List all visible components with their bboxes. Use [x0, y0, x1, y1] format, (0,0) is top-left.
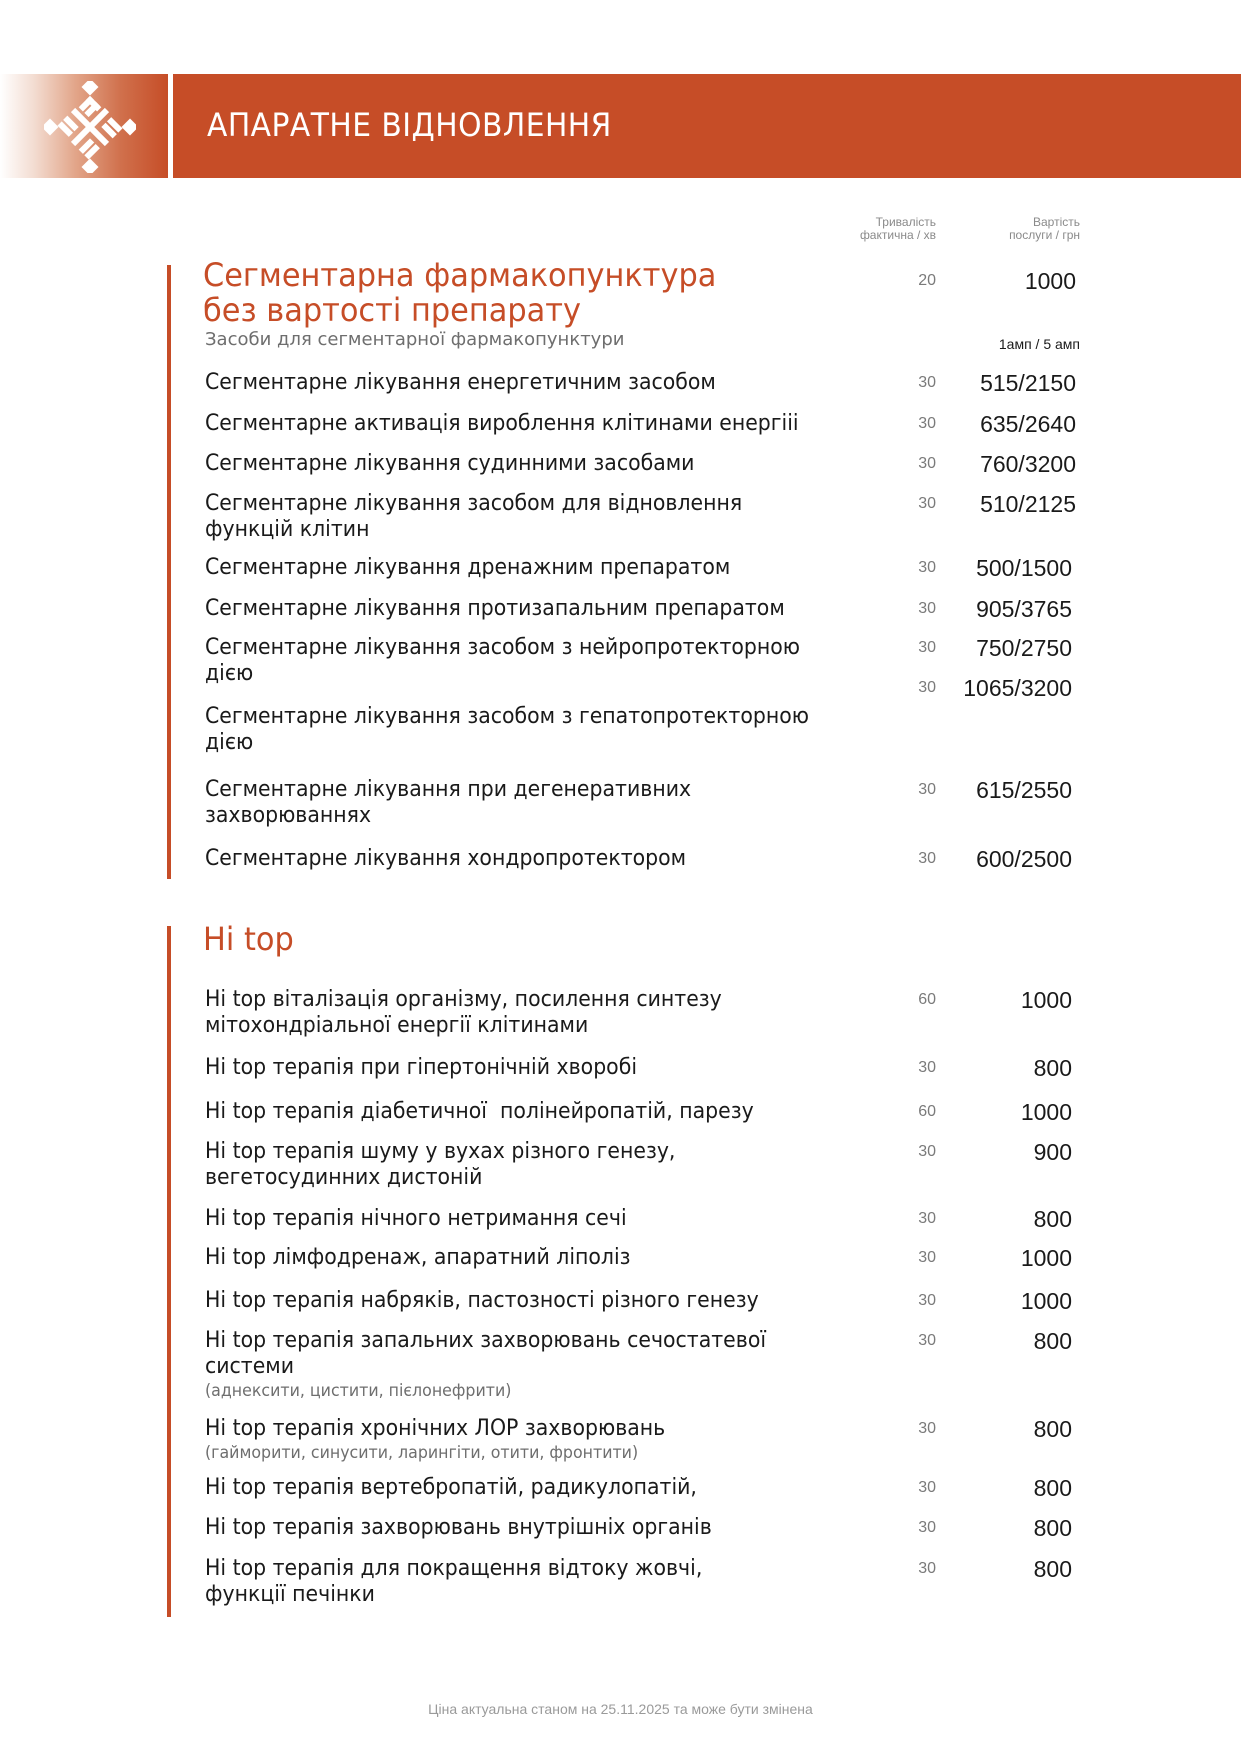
duration-value: 60 — [918, 991, 936, 1008]
service-name: Hi top терапія діабетичної полінейропатій, парезу — [205, 1099, 754, 1124]
service-name: Hi top терапія для покращення відтоку жовчі, функції печінки — [205, 1556, 703, 1607]
service-name: Сегментарне лікування хондропротектором — [205, 846, 687, 871]
duration-value: 30 — [918, 1479, 936, 1496]
price-value: 1000 — [1020, 1288, 1072, 1314]
price-value: 1000 — [1020, 987, 1072, 1013]
section-accent-bar — [167, 265, 171, 879]
duration-value: 30 — [918, 1059, 936, 1076]
duration-value: 30 — [918, 1143, 936, 1160]
duration-value: 30 — [918, 415, 936, 432]
service-name: Сегментарне лікування засобом з гепатопротекторною дією — [205, 704, 809, 755]
service-name: Сегментарне лікування дренажним препаратом — [205, 555, 731, 580]
price-value: 1000 — [1020, 1099, 1072, 1125]
service-name: Hi top терапія шуму у вухах різного генезу, вегетосудинних дистоній — [205, 1139, 676, 1190]
service-name: Сегментарне лікування протизапальним препаратом — [205, 596, 785, 621]
service-name: Hi top терапія при гіпертонічній хворобі — [205, 1055, 637, 1080]
duration-value: 30 — [918, 781, 936, 798]
price-value: 515/2150 — [980, 370, 1076, 396]
section-subtitle: Засоби для сегментарної фармакопунктури — [205, 329, 625, 350]
price-value: 500/1500 — [976, 555, 1072, 581]
duration-value: 30 — [918, 455, 936, 472]
service-name: Сегментарне лікування при дегенеративних захворюваннях — [205, 777, 692, 828]
duration-value: 60 — [918, 1103, 936, 1120]
duration-value: 30 — [918, 1560, 936, 1577]
ornament-diamond-icon — [44, 81, 136, 173]
service-name-text: Hi top терапія хронічних ЛОР захворювань — [205, 1416, 666, 1441]
duration-value: 30 — [918, 1249, 936, 1266]
duration-value: 30 — [918, 495, 936, 512]
price-value: 750/2750 — [976, 635, 1072, 661]
service-note: (гайморити, синусити, ларингіти, отити, фронтити) — [205, 1443, 639, 1463]
service-name: Сегментарне лікування засобом для відновлення функцій клітин — [205, 491, 743, 542]
header-logo-block — [0, 74, 168, 178]
price-header-line-1: Вартість — [1033, 215, 1080, 229]
price-value: 905/3765 — [976, 596, 1072, 622]
duration-value: 30 — [918, 1519, 936, 1536]
price-value: 800 — [1033, 1475, 1072, 1501]
duration-value: 30 — [918, 1292, 936, 1309]
price-value: 510/2125 — [980, 491, 1076, 517]
duration-value: 30 — [918, 1420, 936, 1437]
service-name-text: Hi top терапія запальних захворювань сечостатевої системи — [205, 1328, 767, 1379]
price-unit-label: 1амп / 5 амп — [998, 336, 1080, 352]
page-title: АПАРАТНЕ ВІДНОВЛЕННЯ — [207, 106, 612, 144]
section-title-line-2: без вартості препарату — [203, 291, 581, 329]
service-name: Сегментарне активація вироблення клітинами енергііі — [205, 411, 799, 436]
price-value: 760/3200 — [980, 451, 1076, 477]
service-name: Hi top віталізація організму, посилення синтезу мітохондріальної енергії клітинами — [205, 987, 722, 1038]
price-value: 800 — [1033, 1206, 1072, 1232]
section-title-hi-top: Hi top — [203, 920, 294, 958]
price-value: 800 — [1033, 1416, 1072, 1442]
duration-column-header — [820, 216, 936, 242]
duration-value: 30 — [918, 559, 936, 576]
duration-value: 30 — [918, 374, 936, 391]
duration-value: 30 — [918, 639, 936, 656]
header-bar — [173, 74, 1241, 178]
price-value: 800 — [1033, 1328, 1072, 1354]
service-name — [205, 1416, 837, 1464]
price-value: 1065/3200 — [963, 675, 1072, 701]
service-name: Hi top лімфодренаж, апаратний ліполіз — [205, 1245, 631, 1270]
service-name: Hi top терапія нічного нетримання сечі — [205, 1206, 627, 1231]
price-value: 1000 — [1020, 1245, 1072, 1271]
service-name: Сегментарне лікування судинними засобами — [205, 451, 695, 476]
duration-value: 20 — [918, 272, 936, 289]
duration-value: 30 — [918, 600, 936, 617]
duration-value: 30 — [918, 1210, 936, 1227]
section-title-segmentary — [203, 258, 716, 328]
price-value: 600/2500 — [976, 846, 1072, 872]
section-accent-bar — [167, 926, 171, 1617]
service-name: Сегментарне лікування засобом з нейропротекторною дією — [205, 635, 801, 686]
price-header-line-2: послуги / грн — [1009, 228, 1080, 242]
price-value: 1000 — [1024, 268, 1076, 294]
service-name: Hi top терапія набряків, пастозності різного генезу — [205, 1288, 759, 1313]
price-value: 800 — [1033, 1556, 1072, 1582]
price-value: 615/2550 — [976, 777, 1072, 803]
duration-header-line-1: Тривалість — [875, 215, 936, 229]
footer-price-note: Ціна актуальна станом на 25.11.2025 та може бути змінена — [428, 1701, 813, 1717]
service-name — [205, 1328, 837, 1402]
service-name: Hi top терапія вертебропатій, радикулопатій, — [205, 1475, 697, 1500]
duration-header-line-2: фактична / хв — [859, 228, 936, 242]
price-value: 900 — [1033, 1139, 1072, 1165]
price-value: 635/2640 — [980, 411, 1076, 437]
duration-value: 30 — [918, 1332, 936, 1349]
service-name: Сегментарне лікування енергетичним засобом — [205, 370, 716, 395]
service-name: Hi top терапія захворювань внутрішніх органів — [205, 1515, 712, 1540]
price-column-header — [960, 216, 1080, 242]
duration-value: 30 — [918, 679, 936, 696]
section-title-line-1: Сегментарна фармакопунктура — [203, 256, 717, 294]
duration-value: 30 — [918, 850, 936, 867]
price-value: 800 — [1033, 1515, 1072, 1541]
service-note: (аднексити, цистити, пієлонефрити) — [205, 1381, 512, 1401]
price-value: 800 — [1033, 1055, 1072, 1081]
